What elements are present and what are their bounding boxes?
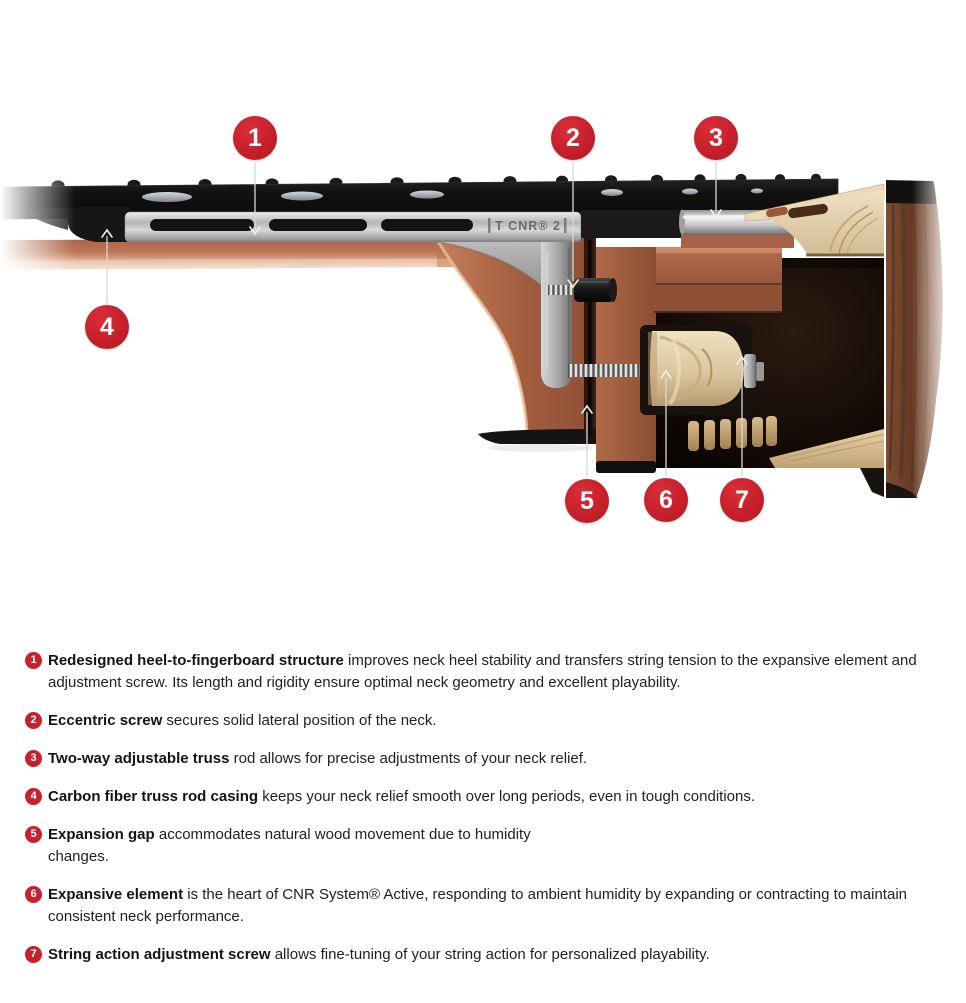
legend-text-1 [48,652,917,691]
legend-badge-7: 7 [25,946,42,963]
callout-badge-2: 2 [551,116,595,160]
legend-term-4: Carbon fiber truss rod casing [48,788,259,805]
legend-badge-2: 2 [25,712,42,729]
cnr-casting-bar [125,210,681,242]
legend-text-7 [48,946,710,963]
callout-badge-7: 7 [720,478,764,522]
legend-item-4 [25,786,942,808]
legend [25,650,942,982]
legend-desc-4: keeps your neck relief smooth over long periods, even in tough conditions. [258,788,756,805]
legend-badge-3: 3 [25,750,42,767]
legend-desc-5-line2: changes. [48,848,109,865]
legend-item-7 [25,944,942,966]
legend-text-3 [48,750,587,767]
legend-item-2 [25,710,942,732]
legend-badge-5: 5 [25,826,42,843]
legend-desc-6: is the heart of CNR System® Active, responding to ambient humidity by expanding or contracting to maintain consistent neck performance. [48,886,907,925]
legend-item-5 [25,824,942,868]
legend-term-7: String action adjustment screw [48,946,271,963]
legend-desc-1: improves neck heel stability and transfers string tension to the expansive element and adjustment screw. Its length and rigidity ensure optimal neck geometry and excellent playability. [48,652,917,691]
cavity-floor-shadow [860,468,884,497]
legend-item-3 [25,748,942,770]
legend-desc-7: allows fine-tuning of your string action for personalized playability. [270,946,710,963]
legend-text-6 [48,886,907,925]
legend-badge-4: 4 [25,788,42,805]
callout-badge-1: 1 [233,116,277,160]
legend-text-5 [48,826,942,868]
callout-badge-3: 3 [694,116,738,160]
legend-term-1: Redesigned heel-to-fingerboard structure [48,652,344,669]
legend-desc-5: accommodates natural wood movement due to humidity [154,826,531,843]
callout-badge-4: 4 [85,305,129,349]
legend-desc-2: secures solid lateral position of the neck. [162,712,437,729]
legend-badge-1: 1 [25,652,42,669]
legend-desc-3: rod allows for precise adjustments of your neck relief. [229,750,588,767]
legend-item-1 [25,650,942,694]
legend-text-4 [48,788,755,805]
callout-badge-5: 5 [565,479,609,523]
legend-term-6: Expansive element [48,886,184,903]
legend-term-3: Two-way adjustable truss [48,750,230,767]
right-fade [912,85,966,545]
legend-term-2: Eccentric screw [48,712,163,729]
left-fade [0,85,75,545]
cnr-stamp-text: T CNR® 2 [495,219,561,233]
neck-cutaway-illustration [0,85,966,545]
legend-item-6 [25,884,942,928]
legend-badge-6: 6 [25,886,42,903]
legend-term-5: Expansion gap [48,826,155,843]
callout-badge-6: 6 [644,478,688,522]
legend-text-2 [48,712,437,729]
